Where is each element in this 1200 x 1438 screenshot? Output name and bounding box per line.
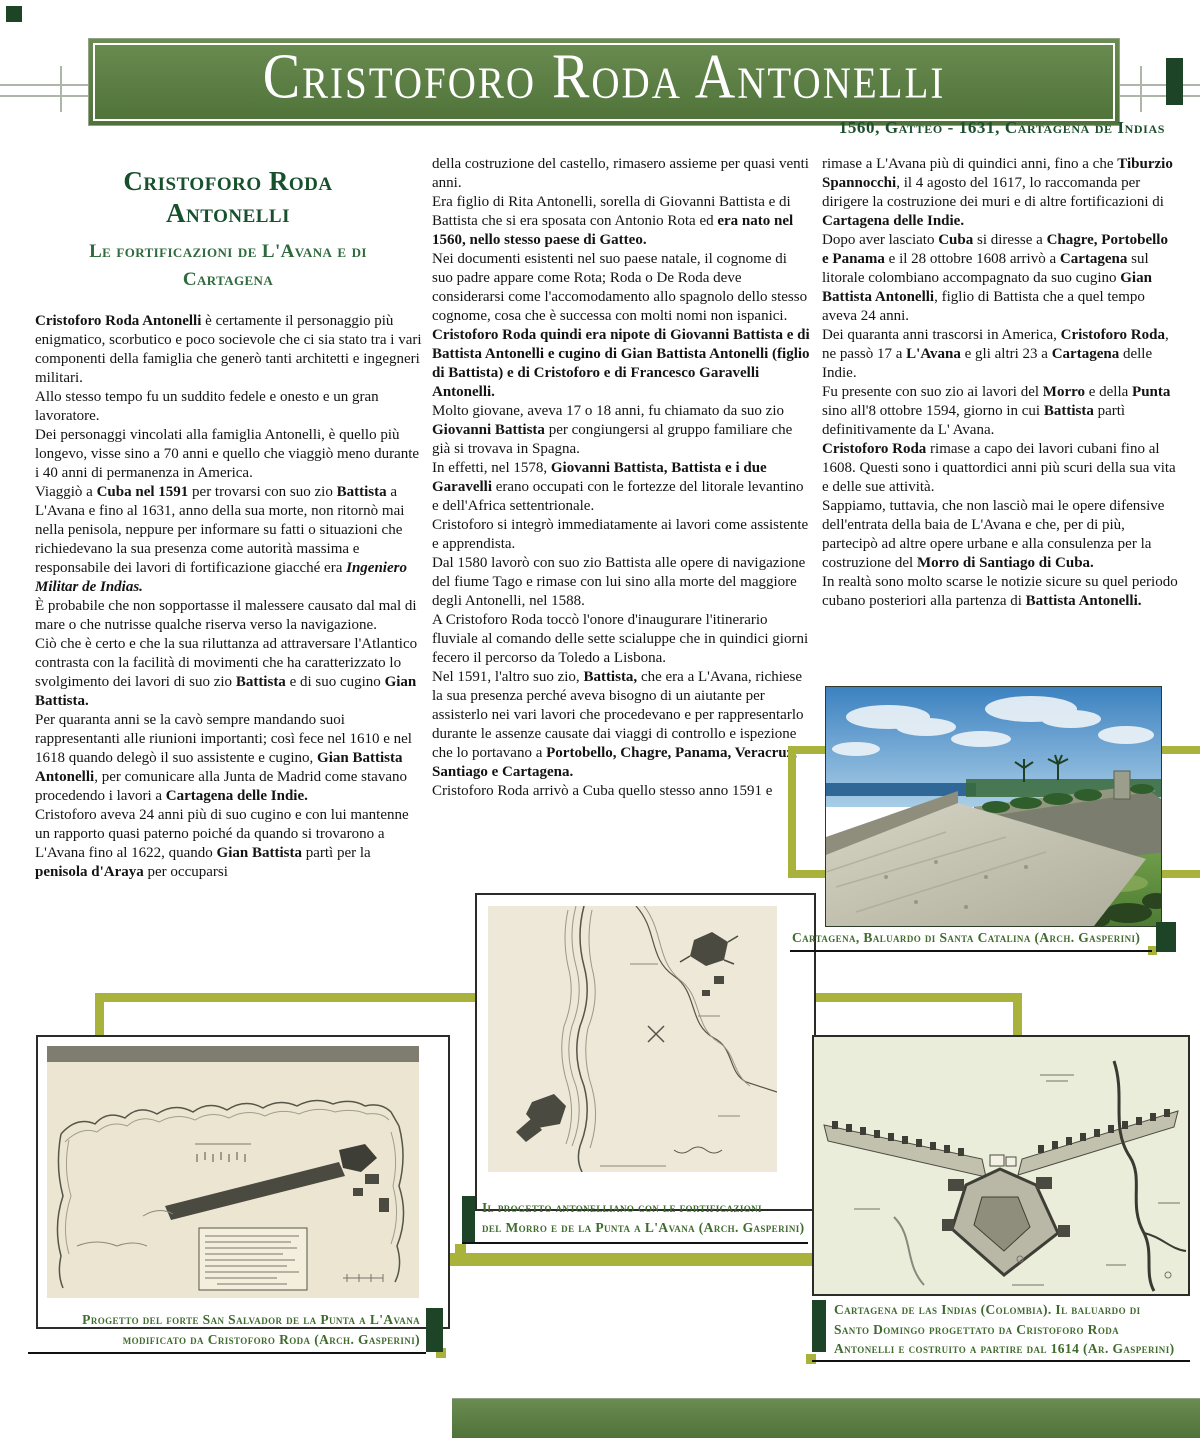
- paragraph: Ciò che è certo e che la sua riluttanza ad attraversare l'Atlantico contrasta con la facilità di movimenti che ha caratterizzato lo svolgimento dei lavori di suo zio Battista e di suo cugino Gian Battista.: [35, 636, 418, 709]
- map-left-caption-square: [426, 1308, 443, 1352]
- caption-line: modificato da Cristoforo Roda (Arch. Gasperini): [122, 1331, 420, 1347]
- map-left-caption-rule: [28, 1352, 426, 1354]
- paragraph: Dei quaranta anni trascorsi in America, Cristoforo Roda, ne passò 17 a L'Avana e gli altri 23 a Cartagena delle Indie.: [822, 327, 1169, 381]
- map-forte-san-salvador: [36, 1035, 450, 1329]
- text-column-1: [35, 312, 423, 882]
- map-left-caption: [40, 1310, 420, 1349]
- paragraph: Per quaranta anni se la cavò sempre mandando suoi rappresentanti alle riunioni importanti; così fece nel 1610 e nel 1618 quando delegò il suo assistente e cugino, Gian Battista Antonelli, per comunicare alla Junta de Madrid come stavano procedendo i lavori a Cartagena delle Indie.: [35, 712, 412, 804]
- paragraph: Nel 1591, l'altro suo zio, Battista, che era a L'Avana, richiese la sua presenza perché aveva bisogno di un aiutante per assisterlo nei vari lavori che procedevano e per rappresentarlo durante le assenze causate dai viaggi di controllo e ispezione che lo portavano a Portobello, Chagre, Panama, Veracruz, Santiago e Cartagena.: [432, 669, 804, 780]
- paragraph: Allo stesso tempo fu un suddito fedele e onesto e un gran lavoratore.: [35, 389, 379, 424]
- map-morro-punta: [475, 893, 816, 1211]
- page-title: Cristoforo Roda Antonelli: [262, 41, 946, 113]
- text-column-2: [432, 155, 810, 801]
- map-right-caption-square: [812, 1300, 826, 1352]
- paragraph: rimase a L'Avana più di quindici anni, fino a che Tiburzio Spannocchi, il 4 agosto del 1617, lo raccomanda per dirigere la costruzione dei muri e di altre fortificazioni di Cartagena delle Indie.: [822, 156, 1173, 229]
- paragraph: Cristoforo Roda quindi era nipote di Giovanni Battista e di Battista Antonelli e cugino di Gian Battista Antonelli (figlio di Battista) e di Cristoforo e di Francesco Garavelli Antonelli.: [432, 327, 810, 400]
- paragraph: Cristoforo Roda arrivò a Cuba quello stesso anno 1591 e: [432, 783, 773, 799]
- caption-line: Cartagena de las Indias (Colombia). Il baluardo di: [834, 1302, 1141, 1317]
- paragraph: della costruzione del castello, rimasero assieme per quasi venti anni.: [432, 156, 809, 191]
- photo-cartagena-bastion: [825, 686, 1162, 927]
- title-banner: [88, 38, 1120, 126]
- paragraph: In effetti, nel 1578, Giovanni Battista, Battista e i due Garavelli erano occupati con le fortezze del litorale levantino e dell'Africa settentrionale.: [432, 460, 804, 514]
- map-center-caption-square: [462, 1196, 475, 1242]
- drawing-baluardo-santo-domingo: [812, 1035, 1190, 1296]
- paragraph: A Cristoforo Roda toccò l'onore d'inaugurare l'itinerario fluviale al comando delle sette scialuppe che in quindici giorni fecero il percorso da Toledo a Lisbona.: [432, 612, 809, 666]
- text-column-3: [822, 155, 1178, 611]
- header-rule-right-2: [1116, 95, 1200, 97]
- paragraph: Cristoforo Roda rimase a capo dei lavori cubani fino al 1608. Questi sono i quattordici anni più scuri della sua vita e delle sue attività.: [822, 441, 1176, 495]
- paragraph: In realtà sono molto scarse le notizie sicure su quel periodo cubano posteriori alla partenza di Battista Antonelli.: [822, 574, 1178, 609]
- map-left-illustration: [47, 1046, 419, 1298]
- header-right-square: [1166, 58, 1183, 105]
- caption-line: del Morro e de la Punta a L'Avana (Arch. Gasperini): [482, 1219, 805, 1235]
- paragraph: Fu presente con suo zio ai lavori del Morro e della Punta sino all'8 ottobre 1594, giorno in cui Battista partì definitivamente da L' Avana.: [822, 384, 1171, 438]
- map-center-caption-olive-dot: [455, 1244, 466, 1255]
- connector-bar-bottom: [428, 1253, 820, 1266]
- map-right-caption: [834, 1300, 1186, 1359]
- caption-line: Antonelli e costruito a partire dal 1614 (Ar. Gasperini): [834, 1341, 1175, 1357]
- header-rule-left-vertical: [60, 66, 62, 112]
- paragraph: Molto giovane, aveva 17 o 18 anni, fu chiamato da suo zio Giovanni Battista per congiungersi al gruppo familiare che già si trovava in Spagna.: [432, 403, 793, 457]
- header-rule-left-1: [0, 84, 90, 86]
- paragraph: Era figlio di Rita Antonelli, sorella di Giovanni Battista e di Battista che si era sposata con Antonio Rota ed era nato nel 1560, nello stesso paese di Gatteo.: [432, 194, 794, 248]
- footer-bar: [452, 1398, 1200, 1438]
- paragraph: Viaggiò a Cuba nel 1591 per trovarsi con suo zio Battista a L'Avana e fino al 1631, anno della sua morte, non ritornò mai nella penisola, neppure per informare su fatti o situazioni che richiedevano la sua presenza come autorità massima e responsabile dei lavori di fortificazione giacché era Ingeniero Militar de Indias.: [35, 484, 407, 595]
- paragraph: Sappiamo, tuttavia, che non lasciò mai le opere difensive dell'entrata della baia de L'Avana e che, per di più, partecipò ad altre opere urbane e alla consulenza per la costruzione del Morro di Santiago di Cuba.: [822, 498, 1165, 571]
- paragraph: Dopo aver lasciato Cuba si diresse a Chagre, Portobello e Panama e il 28 ottobre 1608 arrivò a Cartagena sul litorale colombiano accompagnato da suo cugino Gian Battista Antonelli, figlio di Battista che a quel tempo aveva 24 anni.: [822, 232, 1168, 324]
- photo-caption-rule: [790, 950, 1152, 952]
- map-right-illustration: [814, 1037, 1188, 1294]
- caption-line: Il progetto antonelliano con le fortificazioni: [482, 1200, 762, 1215]
- map-right-caption-rule: [812, 1360, 1190, 1362]
- map-right-caption-olive-dot: [806, 1354, 816, 1364]
- paragraph: Nei documenti esistenti nel suo paese natale, il cognome di suo padre appare come Rota; Roda o De Roda deve considerarsi come l'accomodamento allo spagnolo dello stesso cognome, cosa che è successa con molti nomi non ispanici.: [432, 251, 808, 324]
- paragraph: È probabile che non sopportasse il malessere causato dal mal di mare o che nutrisse qualche riserva verso la navigazione.: [35, 598, 417, 633]
- caption-line: Progetto del forte San Salvador de la Punta a L'Avana: [82, 1312, 420, 1327]
- caption-line: Santo Domingo progettato da Cristoforo Roda: [834, 1321, 1120, 1337]
- photo-caption-square: [1156, 922, 1176, 952]
- map-center-illustration: [488, 906, 777, 1172]
- map-center-caption: [482, 1198, 812, 1237]
- header-rule-right-vertical: [1140, 66, 1142, 112]
- header-corner-square: [6, 6, 22, 22]
- header-rule-right-1: [1116, 84, 1200, 86]
- photo-caption: [792, 928, 1162, 948]
- paragraph: Cristoforo si integrò immediatamente ai lavori come assistente e apprendista.: [432, 517, 809, 552]
- article-heading: Cristoforo Roda Antonelli: [123, 166, 333, 228]
- photo-illustration: [826, 687, 1161, 926]
- paragraph: Dal 1580 lavorò con suo zio Battista alle opere di navigazione del fiume Tago e rimase con lui sino alla morte del maggiore degli Antonelli, nel 1588.: [432, 555, 806, 609]
- caption-line: Cartagena, Baluardo di Santa Catalina (Arch. Gasperini): [792, 930, 1141, 945]
- header-rule-left-2: [0, 95, 90, 97]
- life-dates: 1560, Gatteo - 1631, Cartagena de Indias: [838, 118, 1165, 137]
- article-subheading: Le fortificazioni de L'Avana e di Cartagena: [89, 241, 367, 290]
- map-center-caption-rule: [462, 1242, 808, 1244]
- paragraph: Cristoforo Roda Antonelli è certamente il personaggio più enigmatico, scorbutico e poco socievole che ci sia stato tra i vari componenti della famiglia che generò tanti architetti e ingegneri militari.: [35, 313, 422, 386]
- paragraph: Dei personaggi vincolati alla famiglia Antonelli, è quello più longevo, visse sino a 70 anni e quello che viaggiò meno durante i 40 anni di permanenza in America.: [35, 427, 420, 481]
- paragraph: Cristoforo aveva 24 anni più di suo cugino e con lui mantenne un rapporto quasi paterno poiché da quando si trovarono a L'Avana fino al 1622, quando Gian Battista partì per la penisola d'Araya per occuparsi: [35, 807, 409, 880]
